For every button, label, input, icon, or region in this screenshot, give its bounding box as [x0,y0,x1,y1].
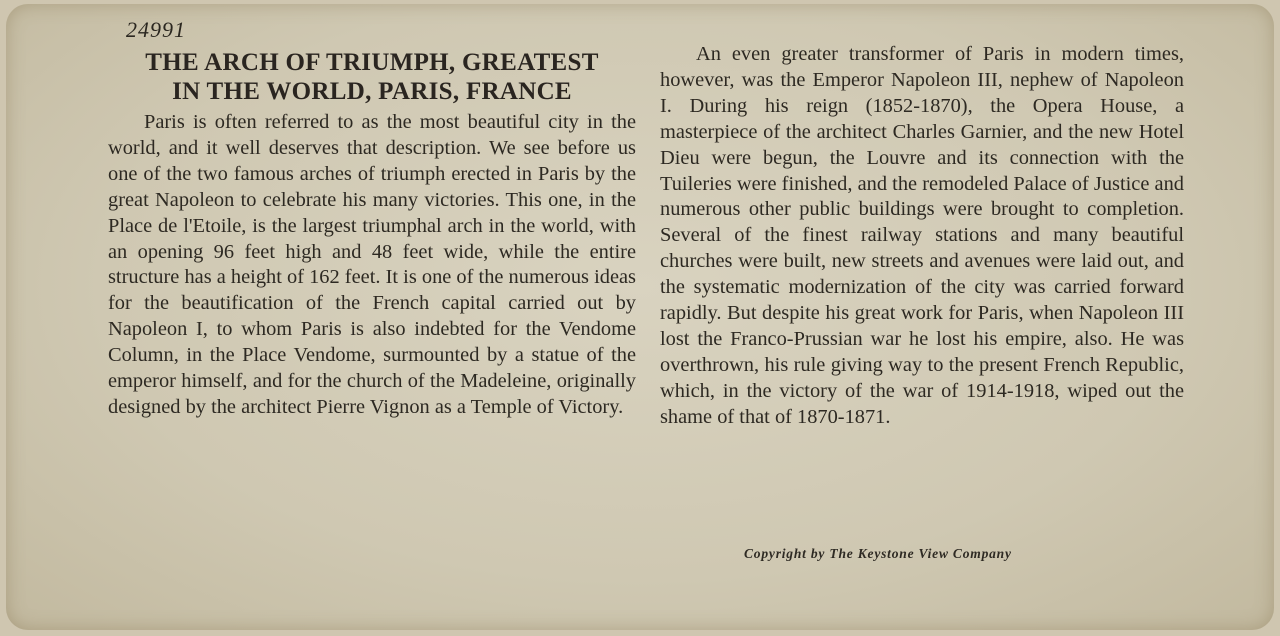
copyright-notice: Copyright by The Keystone View Company [744,546,1012,561]
title-line-2: IN THE WORLD, PARIS, FRANCE [172,78,572,105]
title-line-1: THE ARCH OF TRIUMPH, GREATEST [145,49,599,76]
right-paragraph: An even greater transformer of Paris in modern times, however, was the Emperor Napoleon III, nephew of Napoleon I. During his reign (1852-1870), the Opera House, a masterpiece of the architect Charles Garnier, and the new Hotel Dieu were begun, the Louvre and its connection with the Tuileries were finished, and the remodeled Palace of Justice and numerous other public buildings were brought to completion. Several of the finest railway stations and many beautiful churches were built, new streets and avenues were laid out, and the systematic modernization of the city was carried forward rapidly. But despite his great work for Paris, when Napoleon III lost the Franco-Prussian war he lost his empire, also. He was overthrown, his rule giving way to the present French Republic, which, in the victory of the war of 1914-1918, wiped out the shame of that of 1870-1871. [660,43,1184,428]
left-paragraph: Paris is often referred to as the most beautiful city in the world, and it well deserves that description. We see before us one of the two famous arches of triumph erected in Paris by the great Napoleon to celebrate his many victories. This one, in the Place de l'Etoile, is the largest triumphal arch in the world, with an opening 96 feet high and 48 feet wide, while the entire structure has a height of 162 feet. It is one of the numerous ideas for the beautification of the French capital carried out by Napoleon I, to whom Paris is also indebted for the Vendome Column, in the Place Vendome, surmounted by a statue of the emperor himself, and for the church of the Madeleine, originally designed by the architect Pierre Vignon as a Temple of Victory. [108,111,636,418]
left-column [108,18,636,421]
right-column [660,42,1184,431]
catalog-number: 24991 [126,17,186,42]
card-title [108,48,636,106]
